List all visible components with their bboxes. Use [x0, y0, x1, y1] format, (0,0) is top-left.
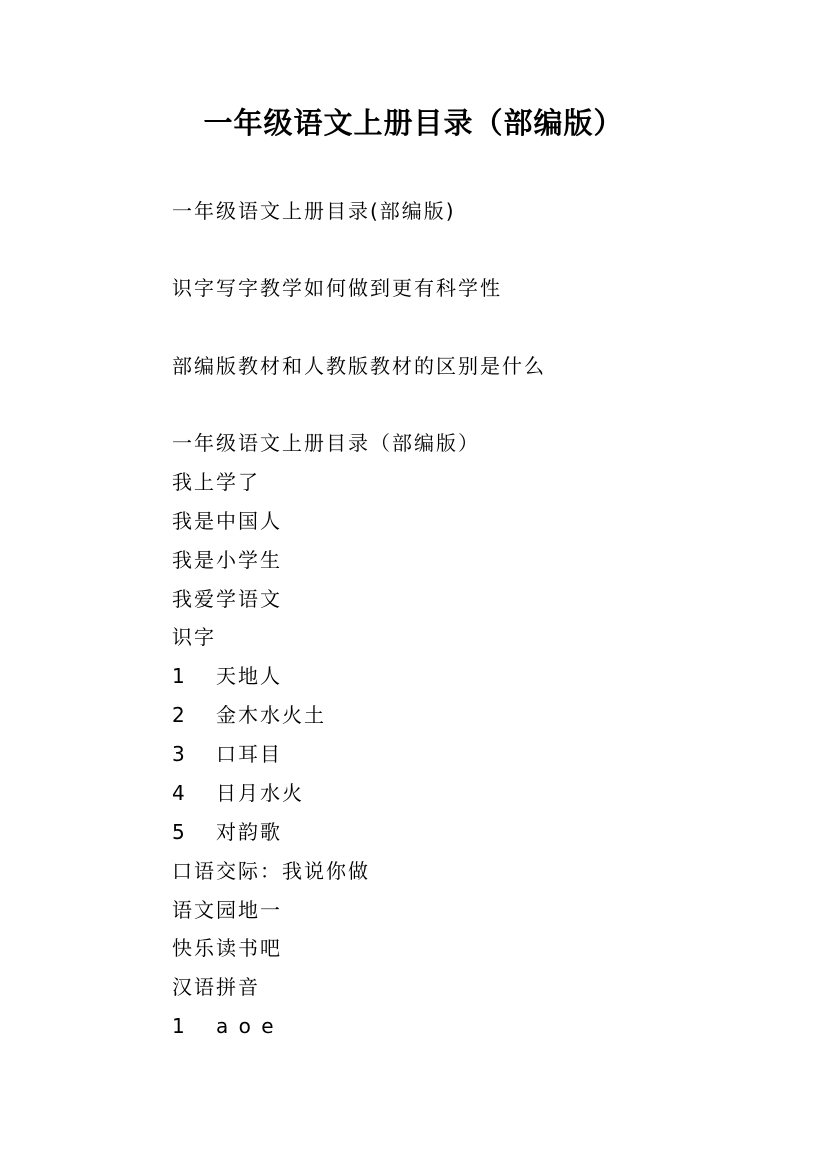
toc-entry-text: 对韵歌 [216, 820, 282, 844]
toc-entry-text: 口耳目 [216, 742, 282, 766]
toc-entry-number: 5 [172, 820, 187, 844]
toc-entry-text: 口语交际：我说你做 [172, 859, 370, 883]
toc-entry [172, 623, 216, 651]
toc-entry-number: 1 [172, 664, 187, 688]
toc-entry [172, 934, 282, 962]
intro-line: 一年级语文上册目录(部编版) [172, 199, 456, 223]
toc-entry-text: 快乐读书吧 [172, 936, 282, 960]
toc-entry [172, 662, 282, 690]
toc-entry-text: 我是小学生 [172, 548, 282, 572]
toc-entry-text: 金木水火土 [216, 703, 326, 727]
toc-entry [172, 896, 282, 924]
toc-entry [172, 818, 282, 846]
toc-entry-text: 汉语拼音 [172, 975, 260, 999]
toc-heading: 一年级语文上册目录（部编版） [172, 431, 480, 455]
toc-entry-text: 天地人 [216, 664, 282, 688]
toc-entry [172, 701, 326, 729]
toc-entry-text: 语文园地一 [172, 898, 282, 922]
toc-entry-number: 1 [172, 1014, 187, 1038]
toc-entry [172, 973, 260, 1001]
toc-entry-text: 我上学了 [172, 470, 260, 494]
toc-entry [172, 779, 304, 807]
toc-entry [172, 507, 282, 535]
toc-entry [172, 585, 282, 613]
toc-entry [172, 1012, 276, 1040]
toc-entry-text: 我是中国人 [172, 509, 282, 533]
toc-entry [172, 740, 282, 768]
toc-entry-text: 识字 [172, 625, 216, 649]
toc-entry [172, 546, 282, 574]
intro-line: 识字写字教学如何做到更有科学性 [172, 276, 502, 300]
toc-entry-text: 我爱学语文 [172, 587, 282, 611]
toc-entry-text: a o e [216, 1014, 276, 1038]
toc-entry-text: 日月水火 [216, 781, 304, 805]
intro-line: 部编版教材和人教版教材的区别是什么 [172, 354, 546, 378]
toc-entry [172, 857, 370, 885]
toc-entry-number: 2 [172, 703, 187, 727]
toc-entry-number: 3 [172, 742, 187, 766]
document-title: 一年级语文上册目录（部编版） [203, 106, 624, 140]
toc-entry-number: 4 [172, 781, 187, 805]
toc-entry [172, 468, 260, 496]
